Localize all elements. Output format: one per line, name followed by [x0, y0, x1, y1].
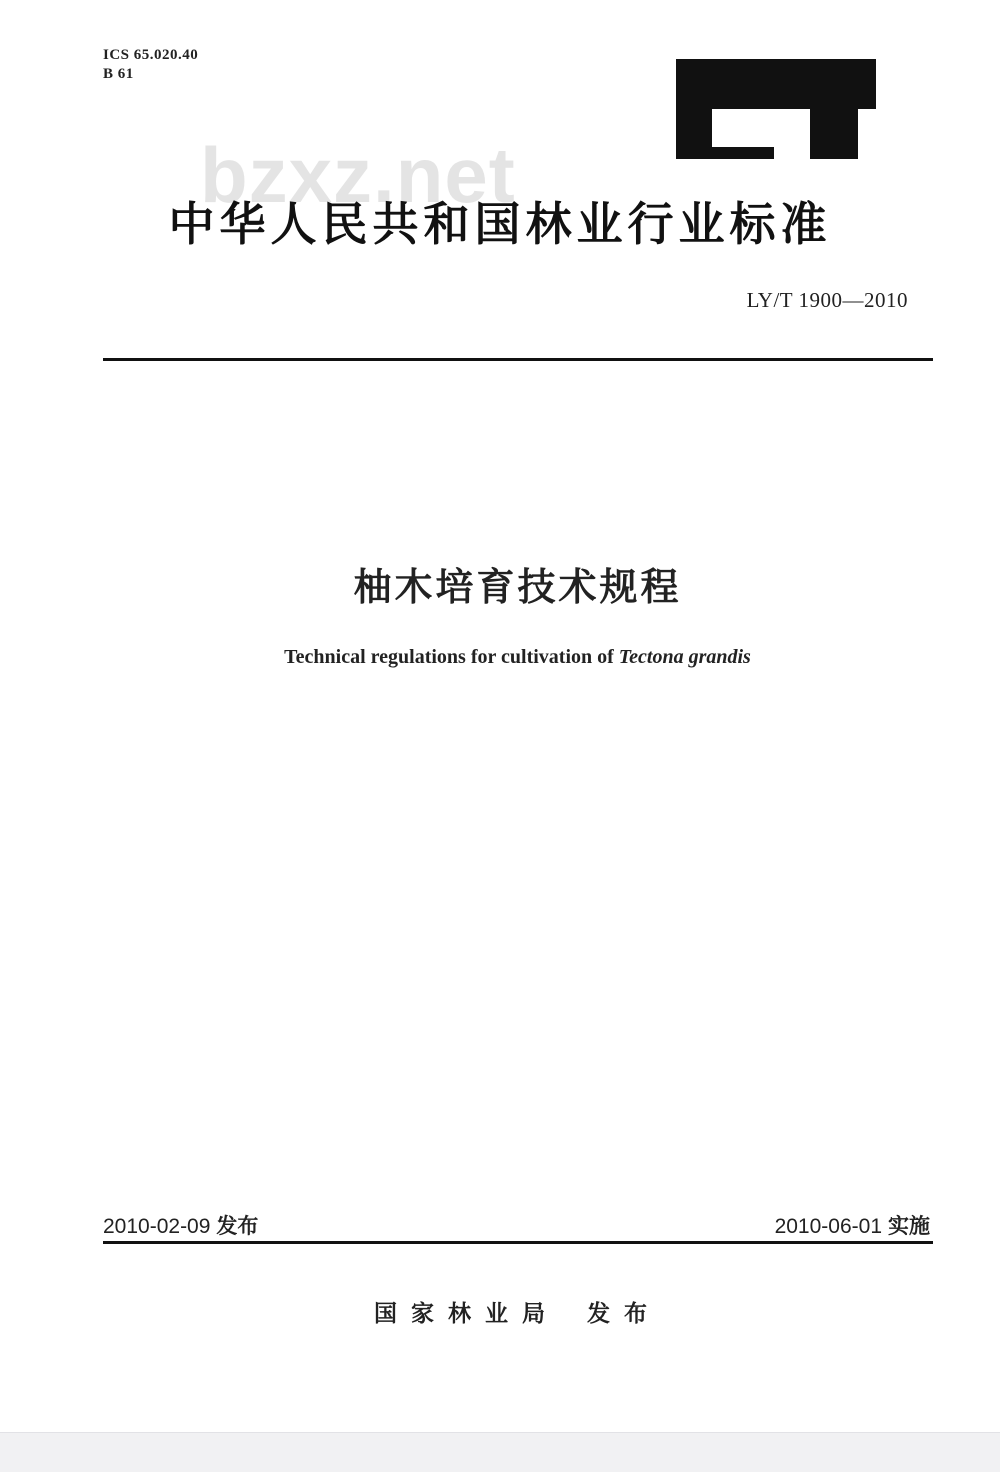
- classification-codes: [103, 46, 198, 84]
- issuer-action: 发布: [587, 1301, 661, 1327]
- header-divider: [103, 358, 933, 361]
- viewer-bottom-strip: [0, 1432, 1000, 1472]
- effective-label: 实施: [888, 1214, 930, 1238]
- species-name: Tectona grandis: [618, 646, 751, 668]
- ccs-code: B 61: [103, 66, 134, 82]
- watermark-text: bzxz.net: [200, 131, 516, 219]
- document-title-chinese: 柚木培育技术规程: [353, 565, 682, 609]
- document-title-english: [0, 646, 1000, 669]
- effective-date: [775, 1210, 930, 1240]
- standard-number: LY/T 1900—2010: [746, 288, 908, 312]
- industry-standard-title: 中华人民共和国林业行业标准: [168, 197, 832, 251]
- ics-code: ICS 65.020.40: [103, 47, 199, 63]
- issue-date-value: 2010-02-09: [103, 1215, 211, 1238]
- footer-divider: [103, 1241, 933, 1244]
- issuer-name: 国家林业局: [374, 1301, 559, 1327]
- effective-date-value: 2010-06-01: [774, 1215, 882, 1238]
- issue-date: [103, 1210, 258, 1240]
- issue-label: 发布: [216, 1214, 259, 1238]
- english-title-text: Technical regulations for cultivation of: [284, 646, 619, 668]
- ly-standard-logo-icon: [676, 59, 876, 159]
- issuing-authority: [0, 1295, 1000, 1328]
